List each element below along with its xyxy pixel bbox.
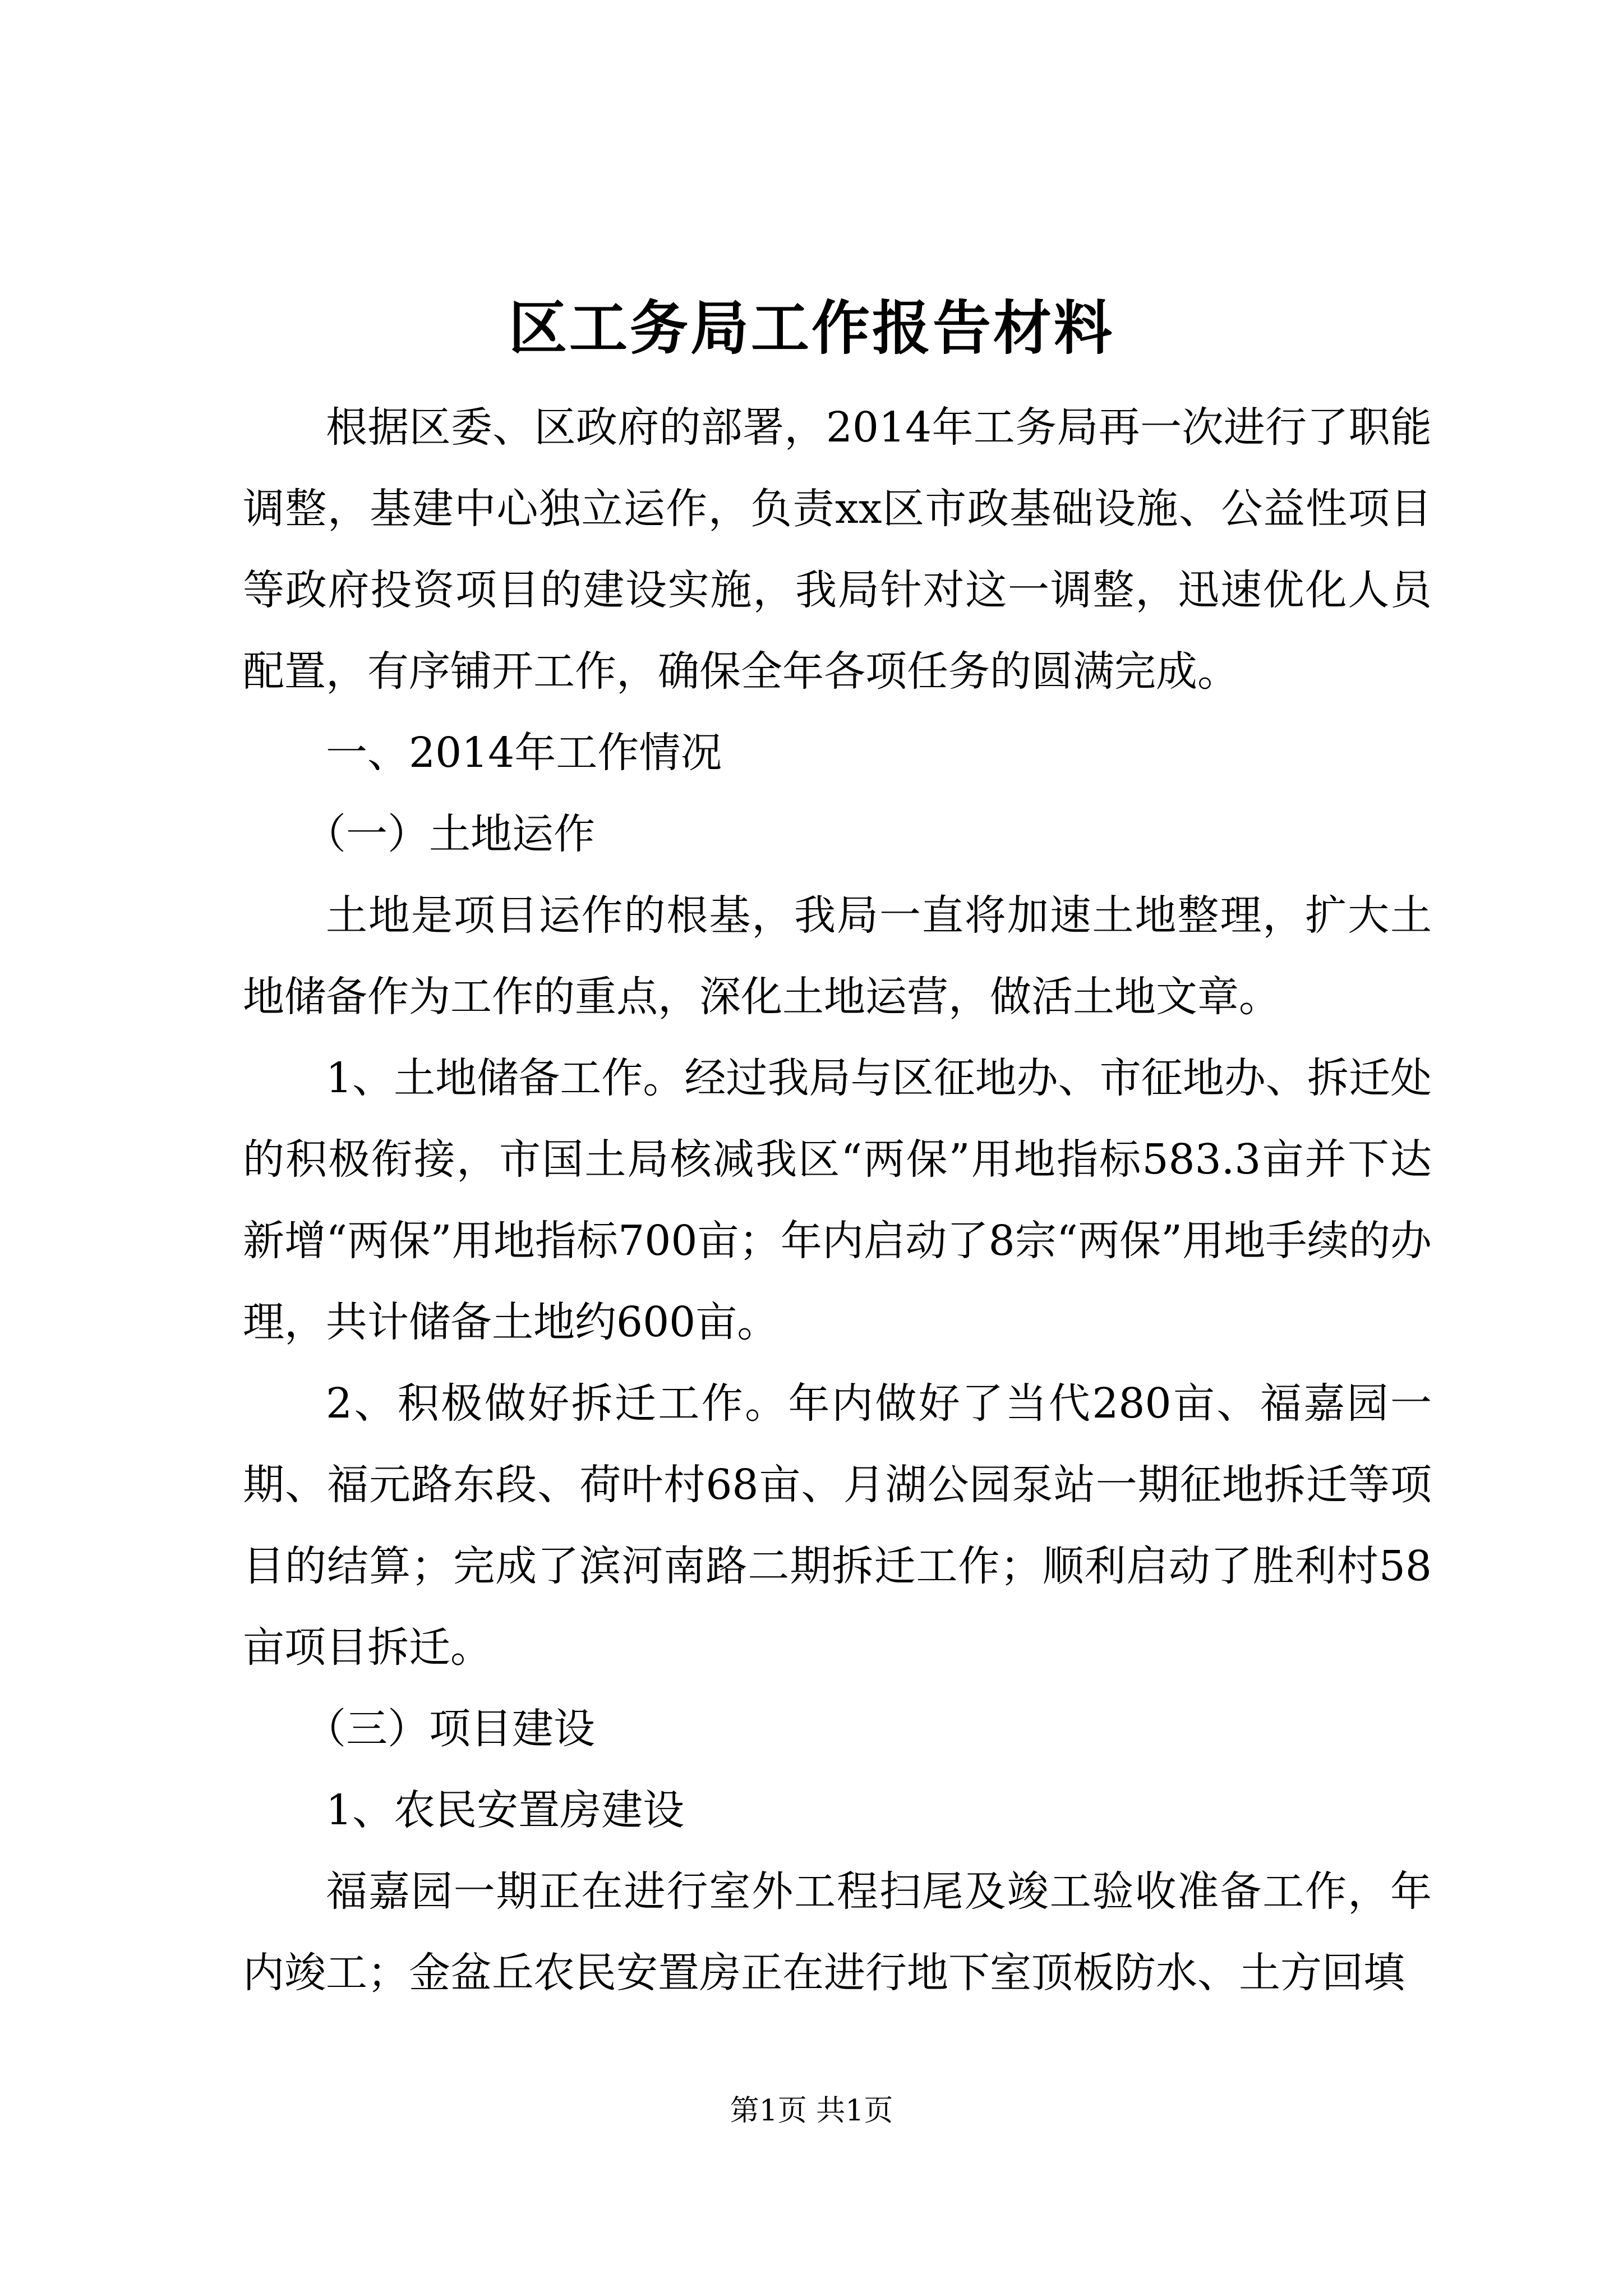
paragraph-demolition: 2、积极做好拆迁工作。年内做好了当代280亩、福嘉园一期、福元路东段、荷叶村68亩、月湖公园泵站一期征地拆迁等项目的结算；完成了滨河南路二期拆迁工作；顺利启动了胜利村58亩项目拆迁。: [243, 1379, 1432, 1672]
paragraph-intro: 根据区委、区政府的部署，2014年工务局再一次进行了职能调整，基建中心独立运作，负责xx区市政基础设施、公益性项目等政府投资项目的建设实施，我局针对这一调整，迅速优化人员配置，有序铺开工作，确保全年各项任务的圆满完成。: [243, 403, 1432, 696]
subsection-heading-land: （一）土地运作: [305, 810, 595, 858]
page-footer: 第1页 共1页: [730, 2094, 893, 2128]
section-heading-2014-work: 一、2014年工作情况: [326, 729, 722, 777]
paragraph-land-basis: 土地是项目运作的根基，我局一直将加速土地整理，扩大土地储备作为工作的重点，深化土地运营，做活土地文章。: [243, 891, 1432, 1021]
document-title: 区工务局工作报告材料: [508, 293, 1114, 362]
document-body: [243, 387, 1432, 2014]
paragraph-land-reserve: 1、土地储备工作。经过我局与区征地办、市征地办、拆迁处的积极衔接，市国土局核减我区“两保”用地指标583.3亩并下达新增“两保”用地指标700亩；年内启动了8宗“两保”用地手续的办理，共计储备土地约600亩。: [243, 1054, 1432, 1346]
paragraph-resettlement-progress: 福嘉园一期正在进行室外工程扫尾及竣工验收准备工作，年内竣工；金盆丘农民安置房正在进行地下室顶板防水、土方回填: [243, 1867, 1432, 1997]
item-heading-resettlement-housing: 1、农民安置房建设: [326, 1786, 685, 1834]
subsection-heading-projects: （三）项目建设: [305, 1705, 595, 1753]
